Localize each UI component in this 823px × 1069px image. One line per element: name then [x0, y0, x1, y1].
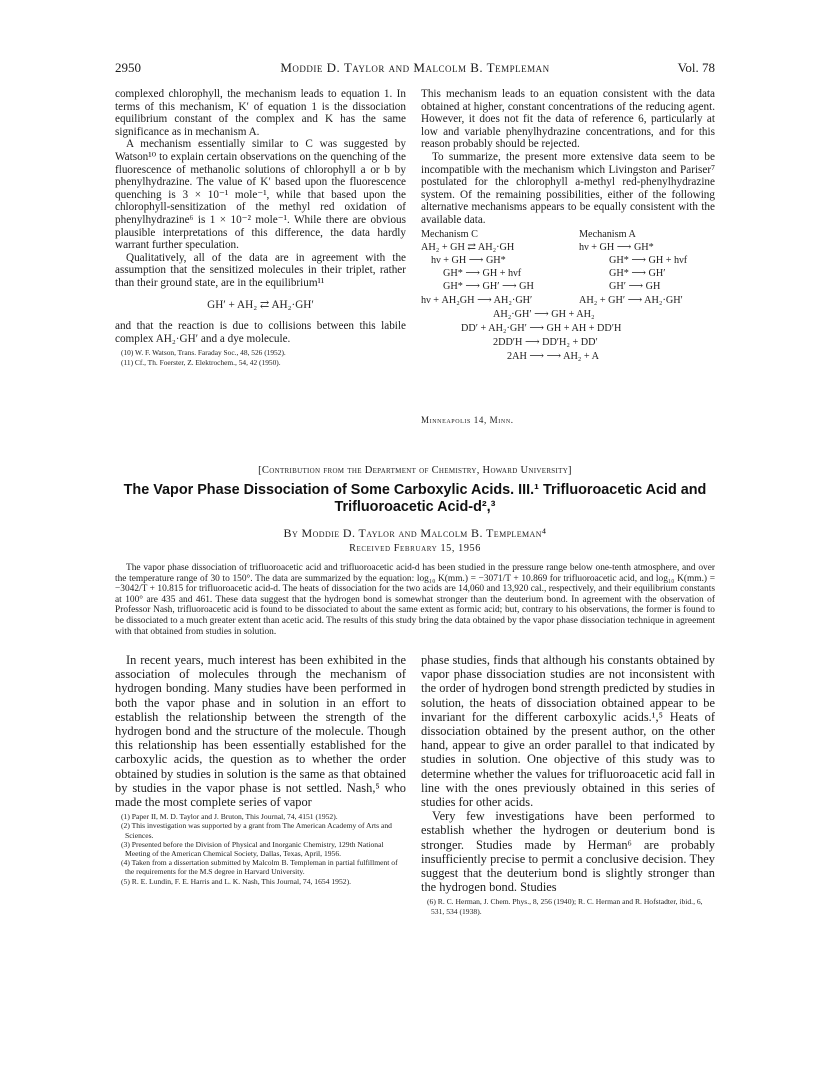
mechanism-step: 2DD′H ⟶ DD′H₂ + DD′ — [493, 336, 598, 348]
mechanism-a-step: GH* ⟶ GH + hνf — [609, 254, 688, 266]
footnote: (5) R. E. Lundin, F. E. Harris and L. K. Nash, This Journal, 74, 1654 1952). — [121, 876, 351, 886]
footnotes — [115, 348, 406, 367]
footnote: (1) Paper II, M. D. Taylor and J. Bruton, This Journal, 74, 4151 (1952). — [121, 812, 338, 822]
contribution-line: [Contribution from the Department of Chemistry, Howard University] — [258, 465, 572, 476]
mechanism-step: DD′ + AH₂·GH′ ⟶ GH + AH + DD′H — [461, 322, 622, 334]
paragraph: and that the reaction is due to collisions between this labile complex AH₂·GH′ and a dye molecule. — [115, 320, 406, 345]
paragraph: A mechanism essentially similar to C was suggested by Watson¹⁰ to explain certain observations on the quenching of the fluorescence of methanolic solutions of chlorophyll a or b by phenylhydrazine. The value of K′ based upon the fluorescence quenching is 3 × 10⁻¹ mole⁻¹, while that based upon the chlorophyll-sensitization of the methyl red oxidation of phenylhydrazine⁶ is 1 × 10⁻² mole⁻¹. While there are obvious plausible interpretations of this difference, the data hardly warrant further speculation. — [115, 138, 406, 252]
volume-number: Vol. 78 — [677, 60, 715, 75]
paragraph: In recent years, much interest has been exhibited in the association of molecules through the mechanism of hydrogen bonding. Many studies have been performed in both the vapor phase and in solution in an effort to establish the relationship between the strength of the hydrogen bond and the structure of the molecule. Though this relationship has been essentially established for the carboxylic acids, the question as to whether the order obtained by studies in solution is the same as that obtained by studies in the vapor phase is not settled. Nash,⁵ who made the most complete series of vapor — [115, 653, 406, 810]
paragraph: To summarize, the present more extensive data seem to be incompatible with the mechanism which Livingston and Pariser⁷ postulated for the chlorophyll a-methyl red-phenylhydrazine system. Of the remaining possibilities, either of the following alternative mechanisms appears to be equally consistent with the available data. — [421, 150, 715, 226]
mechanism-c-step: GH* ⟶ GH + hνf — [443, 267, 522, 279]
footnote: (6) R. C. Herman, J. Chem. Phys., 8, 256 (1940); R. C. Herman and R. Hofstadter, ibid., 6, 531, 534 (1938). — [427, 897, 703, 916]
bottom-left-column — [115, 653, 406, 886]
mechanism-a-step: GH* ⟶ GH′ — [609, 267, 666, 279]
footnote: (11) Cf., Th. Foerster, Z. Elektrochem., 54, 42 (1950). — [121, 357, 281, 367]
paragraph: Very few investigations have been performed to establish whether the hydrogen or deuterium bond is stronger. Studies made by Herman⁶ are probably insufficiently precise to permit a conclusive decision. They suggest that the deuterium bond is slightly stronger than the hydrogen bond. Studies — [421, 809, 715, 895]
mechanism-a-step: AH₂ + GH′ ⟶ AH₂·GH′ — [579, 294, 683, 306]
footnote: (2) This investigation was supported by a grant from The American Academy of Arts and Sciences. — [121, 821, 392, 840]
paragraph: complexed chlorophyll, the mechanism leads to equation 1. In terms of this mechanism, K′ of equation 1 is the dissociation equilibrium constant of the complex and K has the same significance as in mechanism A. — [115, 88, 406, 138]
footnote: (10) W. F. Watson, Trans. Faraday Soc., 48, 526 (1952). — [121, 348, 286, 358]
footnotes — [421, 897, 715, 915]
top-left-column — [115, 88, 406, 367]
equilibrium-equation: GH′ + AH₂ ⇄ AH₂·GH′ — [207, 298, 314, 311]
mechanism-c-step: AH₂ + GH ⇄ AH₂·GH — [421, 241, 515, 253]
page-number: 2950 — [115, 60, 141, 75]
paragraph: phase studies, finds that although his constants obtained by vapor phase dissociation studies are not inconsistent with the order of hydrogen bond strength predicted by studies in solution, the heats of dissociation obtained appear to be invariant for the different carboxylic acids.¹,⁵ Heats of dissociation obtained by the present author, on the other hand, appear to give an order parallel to that indicated by studies in solution. One objective of this study was to determine whether the values for trifluoroacetic acid fall in line with the ones previously obtained in this series of studies for other acids. — [421, 653, 715, 810]
footnote: (4) Taken from a dissertation submitted by Malcolm B. Templeman in partial fulfillment of the requirements for the M.S degree in Harvard University. — [121, 858, 398, 877]
mechanism-c-step: hν + AH₂GH ⟶ AH₂·GH′ — [421, 294, 533, 306]
top-right-column — [421, 88, 715, 395]
mechanism-step: AH₂·GH′ ⟶ GH + AH₂ — [493, 308, 595, 320]
location-signoff: Minneapolis 14, Minn. — [421, 415, 514, 425]
mechanism-c-step: hν + GH ⟶ GH* — [431, 254, 506, 266]
byline: By Moddie D. Taylor and Malcolm B. Templeman⁴ — [283, 526, 547, 540]
mechanism-a-step: GH′ ⟶ GH — [609, 280, 661, 292]
running-authors: Moddie D. Taylor and Malcolm B. Templeman — [280, 60, 550, 75]
running-header — [115, 60, 715, 78]
mechanism-step: 2AH ⟶ ⟶ AH₂ + A — [507, 350, 599, 362]
mechanism-a-step: hν + GH ⟶ GH* — [579, 241, 654, 253]
footnotes — [115, 812, 406, 886]
mechanism-c-step: GH* ⟶ GH′ ⟶ GH — [443, 280, 534, 292]
mechanism-a-label: Mechanism A — [579, 228, 636, 240]
received-date: Received February 15, 1956 — [349, 543, 481, 554]
bottom-right-column — [421, 653, 715, 916]
paragraph: This mechanism leads to an equation consistent with the data obtained at higher, constant concentrations of the reducing agent. However, it does not fit the data of reference 6, particularly at low and variable phenylhydrazine concentrations, and for this reason probably should be rejected. — [421, 88, 715, 151]
abstract: The vapor phase dissociation of trifluoroacetic acid and trifluoroacetic acid-d has been studied in the pressure range below one-tenth atmosphere, and over the temperature range of 30 to 150°. The data are summarized by the equation: log₁₀ K(mm.) = −3071/T + 10.869 for trifluoroacetic acid, and log₁₀ K(mm.) = −3042/T + 10.815 for trifluoroacetic acid-d. The heats of dissociation for the two acids are 14,060 and 13,920 cal., respectively, and their equilibrium constants at 100° are 435 and 461. These data suggest that the hydrogen bond is somewhat stronger than the deuterium bond. In agreement with the observation of Professor Nash, trifluoroacetic acid is found to be dissociated to about the same extent as formic acid; but, contrary to his observations, the former is found to be dissociated to a much greater extent than acetic acid. The results of this study bring the data obtained by the vapor phase dissociation technique in agreement with that obtained from studies in solution. — [115, 563, 715, 637]
mechanisms-block — [421, 229, 715, 395]
paragraph: Qualitatively, all of the data are in agreement with the assumption that the sensitized molecules in their triplet, rather than their ground state, are in the equilibrium¹¹ — [115, 251, 406, 289]
mechanism-c-label: Mechanism C — [421, 228, 478, 240]
footnote: (3) Presented before the Division of Physical and Inorganic Chemistry, 129th National Meeting of the American Chemical Society, Dallas, Texas, April, 1956. — [121, 839, 384, 859]
article-title: The Vapor Phase Dissociation of Some Carboxylic Acids. III.¹ Trifluoroacetic Acid and Trifluoroacetic Acid-d²,³ — [123, 482, 707, 515]
